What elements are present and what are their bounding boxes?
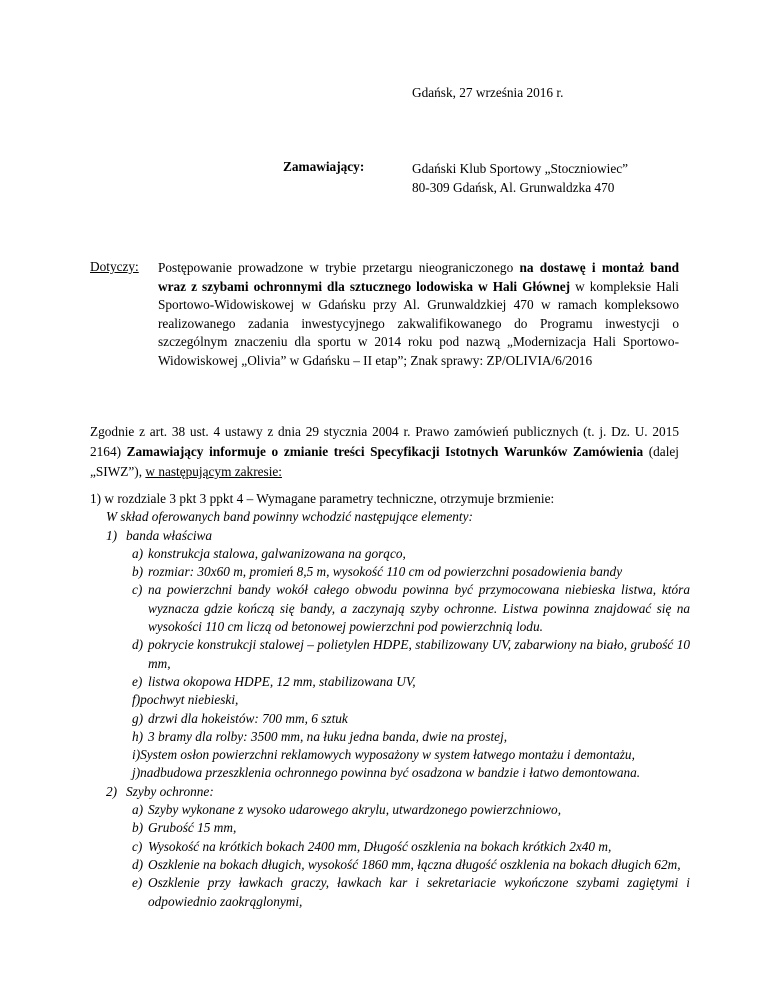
item-marker: i) xyxy=(132,747,141,763)
list-item xyxy=(90,819,690,837)
item-marker: b) xyxy=(132,564,144,580)
intro-text-bold: Zamawiający informuje o zmianie treści Specyfikacji Istotnych Warunków Zamówienia xyxy=(126,444,644,459)
item-marker: h) xyxy=(132,728,144,744)
item-marker: c) xyxy=(132,838,143,854)
intro-text-underline: w następującym zakresie: xyxy=(145,464,282,479)
item-marker: e) xyxy=(132,875,143,891)
zamawiajacy-block xyxy=(412,159,628,197)
item-text: nadbudowa przeszklenia ochronnego powinna być osadzona w bandzie i łatwo demontowana. xyxy=(140,765,641,781)
list-item xyxy=(90,746,690,764)
intro-text-a: Zgodnie z art. 38 ust. 4 ustawy z dnia 29 stycznia 2004 r. Prawo zamówień publicznych (t. j. Dz. U. 2015 2164) xyxy=(90,424,679,459)
item-text: 3 bramy dla rolby: 3500 mm, na łuku jedna banda, dwie na prostej, xyxy=(148,728,508,744)
item-text: listwa okopowa HDPE, 12 mm, stabilizowana UV, xyxy=(148,673,416,689)
group-marker: 2) xyxy=(106,783,118,799)
item-text: System osłon powierzchni reklamowych wyposażony w system łatwego montażu i demontażu, xyxy=(140,747,635,763)
item-marker: a) xyxy=(132,545,144,561)
item-marker: c) xyxy=(132,582,143,598)
dotyczy-text-b: w kompleksie Hali Sportowo-Widowiskowej w Gdańsku przy Al. Grunwaldzkiej 470 w ramach kompleksowo realizowanego zadania inwestycyjnego zakwalifikowanego do Programu inwestycji o szczególnym znaczeniu dla sportu w 2014 roku pod nazwą „Modernizacja Hali Sportowo-Widowiskowej „Olivia” w Gdańsku – II etap”; Znak sprawy: ZP/OLIVIA/6/2016 xyxy=(158,278,679,368)
section-heading: 1) w rozdziale 3 pkt 3 ppkt 4 – Wymagane parametry techniczne, otrzymuje brzmienie: xyxy=(90,491,555,506)
item-marker: e) xyxy=(132,673,143,689)
list-item xyxy=(90,801,690,819)
list-item xyxy=(90,691,690,709)
dotyczy-label: Dotyczy: xyxy=(90,259,139,274)
dotyczy-text xyxy=(158,259,679,370)
list-item xyxy=(90,545,690,563)
item-text: pochwyt niebieski, xyxy=(140,692,239,708)
list-item xyxy=(90,838,690,856)
list-item xyxy=(90,636,690,673)
item-text: Szyby wykonane z wysoko udarowego akrylu, utwardzonego powierzchniowo, xyxy=(148,802,562,818)
list-item xyxy=(90,563,690,581)
item-text: na powierzchni bandy wokół całego obwodu powinna być przymocowana niebieska listwa, która wyznacza gdzie kończą się bandy, a zaczynają szyby ochronne. Listwa powinna znajdować się na wysokości 110 cm liczą od betonowej powierzchni pod powierzchnią lodu. xyxy=(148,582,690,635)
item-marker: a) xyxy=(132,802,144,818)
list-item xyxy=(90,856,690,874)
group-heading xyxy=(90,783,690,801)
list-item xyxy=(90,874,690,911)
item-text: Oszklenie na bokach długich, wysokość 1860 mm, łączna długość oszklenia na bokach długich 62m, xyxy=(148,856,681,872)
list-item xyxy=(90,710,690,728)
item-marker: d) xyxy=(132,637,144,653)
item-marker: j) xyxy=(132,765,141,781)
group-heading xyxy=(90,527,690,545)
item-marker: f) xyxy=(132,692,141,708)
zamawiajacy-label: Zamawiający: xyxy=(283,159,365,174)
intro-text-b: (dalej „SIWZ”), xyxy=(90,444,679,479)
group-marker: 1) xyxy=(106,527,118,543)
document-date: Gdańsk, 27 września 2016 r. xyxy=(412,85,564,100)
zamawiajacy-address: 80-309 Gdańsk, Al. Grunwaldzka 470 xyxy=(412,180,615,195)
item-text: pokrycie konstrukcji stalowej – polietylen HDPE, stabilizowany UV, zabarwiony na biało, grubość 10 mm, xyxy=(148,637,690,671)
item-text: rozmiar: 30x60 m, promień 8,5 m, wysokość 110 cm od powierzchni posadowienia bandy xyxy=(148,564,623,580)
item-text: Wysokość na krótkich bokach 2400 mm, Długość oszklenia na bokach krótkich 2x40 m, xyxy=(148,838,612,854)
section-list xyxy=(90,490,690,911)
section-subheading: W skład oferowanych band powinny wchodzić następujące elementy: xyxy=(106,509,473,525)
group-title: Szyby ochronne: xyxy=(126,783,214,799)
item-marker: b) xyxy=(132,820,144,836)
item-text: drzwi dla hokeistów: 700 mm, 6 sztuk xyxy=(148,710,348,726)
item-marker: d) xyxy=(132,856,144,872)
dotyczy-text-bold: na dostawę i montaż band wraz z szybami ochronnymi dla sztucznego lodowiska w Hali Głównej xyxy=(158,260,680,294)
list-item xyxy=(90,581,690,636)
list-item xyxy=(90,728,690,746)
item-marker: g) xyxy=(132,710,144,726)
dotyczy-text-a: Postępowanie prowadzone w trybie przetargu nieograniczonego xyxy=(158,260,520,275)
item-text: Grubość 15 mm, xyxy=(148,820,237,836)
zamawiajacy-name: Gdański Klub Sportowy „Stoczniowiec” xyxy=(412,161,629,176)
item-text: konstrukcja stalowa, galwanizowana na gorąco, xyxy=(148,545,406,561)
group-title: banda właściwa xyxy=(126,527,213,543)
list-item xyxy=(90,673,690,691)
list-item xyxy=(90,764,690,782)
intro-paragraph xyxy=(90,422,679,482)
item-text: Oszklenie przy ławkach graczy, ławkach kar i sekretariacie wykończone szybami zagiętymi i odpowiednio zaokrąglonymi, xyxy=(148,875,690,909)
